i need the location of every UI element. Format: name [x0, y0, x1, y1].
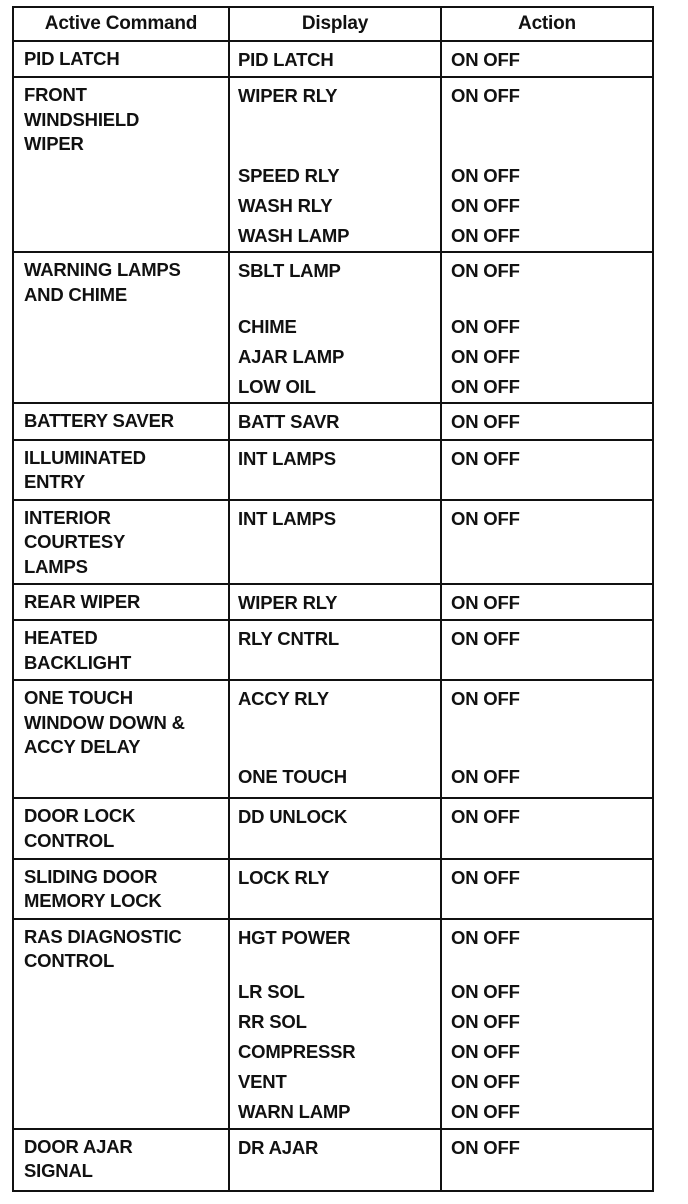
display-value: CHIME: [238, 316, 297, 338]
display-value: VENT: [238, 1070, 287, 1092]
active-command-line: MEMORY LOCK: [24, 890, 162, 912]
table-row: [13, 620, 653, 680]
action-cell: [441, 41, 653, 77]
active-command-line: COURTESY: [24, 531, 126, 553]
action-value: ON OFF: [451, 195, 520, 217]
active-command-line: RAS DIAGNOSTIC: [24, 925, 182, 947]
active-command-cell: [13, 584, 229, 620]
active-command-line: PID LATCH: [24, 48, 120, 69]
display-cell: [229, 252, 441, 403]
active-command-line: WINDSHIELD: [24, 108, 140, 130]
table-body: [13, 41, 653, 1191]
action-value: ON OFF: [451, 1136, 520, 1158]
active-command-cell: [13, 1129, 229, 1191]
action-value: ON OFF: [451, 85, 520, 107]
action-value: ON OFF: [451, 866, 520, 888]
active-command-cell: [13, 859, 229, 919]
action-value: ON OFF: [451, 346, 520, 368]
active-command-line: WARNING LAMPS: [24, 259, 181, 281]
display-value: LOW OIL: [238, 376, 316, 398]
action-value: ON OFF: [451, 376, 520, 398]
display-value: INT LAMPS: [238, 447, 336, 469]
table-row: [13, 798, 653, 858]
display-value: PID LATCH: [238, 49, 334, 70]
display-value: RLY CNTRL: [238, 628, 339, 650]
active-command-line: HEATED: [24, 627, 98, 649]
active-command-line: DOOR LOCK: [24, 805, 136, 827]
active-command-line: FRONT: [24, 84, 87, 106]
table-row: [13, 252, 653, 403]
table-row: [13, 77, 653, 252]
active-command-line: REAR WIPER: [24, 591, 141, 613]
active-command-line: ACCY DELAY: [24, 736, 141, 758]
action-cell: [441, 440, 653, 500]
action-cell: [441, 1129, 653, 1191]
display-value: DD UNLOCK: [238, 806, 348, 828]
header-action: Action: [441, 7, 653, 41]
table-row: [13, 500, 653, 585]
active-command-line: CONTROL: [24, 950, 115, 972]
display-value: DR AJAR: [238, 1136, 319, 1158]
action-value: ON OFF: [451, 447, 520, 469]
active-command-cell: [13, 620, 229, 680]
action-cell: [441, 680, 653, 798]
display-cell: [229, 859, 441, 919]
header-display: Display: [229, 7, 441, 41]
action-value: ON OFF: [451, 926, 520, 948]
action-cell: [441, 500, 653, 585]
active-command-line: ILLUMINATED: [24, 446, 146, 468]
active-command-line: BATTERY SAVER: [24, 410, 174, 432]
header-row: [13, 7, 653, 41]
active-command-line: ENTRY: [24, 471, 86, 492]
action-value: ON OFF: [451, 1010, 520, 1032]
active-command-cell: [13, 41, 229, 77]
active-command-line: DOOR AJAR: [24, 1135, 133, 1157]
active-command-cell: [13, 798, 229, 858]
action-value: ON OFF: [451, 411, 520, 433]
display-value: SBLT LAMP: [238, 260, 341, 282]
active-command-line: ONE TOUCH: [24, 687, 133, 709]
action-value: ON OFF: [451, 165, 520, 187]
action-value: ON OFF: [451, 688, 520, 710]
action-cell: [441, 77, 653, 252]
action-value: ON OFF: [451, 507, 520, 529]
action-cell: [441, 620, 653, 680]
display-value: HGT POWER: [238, 926, 351, 948]
display-cell: [229, 403, 441, 439]
display-cell: [229, 680, 441, 798]
action-cell: [441, 859, 653, 919]
action-value: ON OFF: [451, 628, 520, 650]
active-command-line: INTERIOR: [24, 506, 111, 528]
display-cell: [229, 620, 441, 680]
active-command-cell: [13, 500, 229, 585]
header-active-command: Active Command: [13, 7, 229, 41]
display-value: WASH RLY: [238, 195, 333, 217]
action-value: ON OFF: [451, 766, 520, 788]
action-cell: [441, 252, 653, 403]
active-command-line: SIGNAL: [24, 1160, 93, 1182]
active-command-line: WIPER: [24, 133, 84, 155]
action-value: ON OFF: [451, 1040, 520, 1062]
active-command-cell: [13, 440, 229, 500]
display-value: LOCK RLY: [238, 866, 330, 888]
display-cell: [229, 798, 441, 858]
display-value: ACCY RLY: [238, 688, 329, 710]
active-command-line: BACKLIGHT: [24, 651, 132, 673]
display-value: AJAR LAMP: [238, 346, 345, 368]
display-value: WASH LAMP: [238, 225, 350, 247]
active-command-cell: [13, 680, 229, 798]
display-cell: [229, 500, 441, 585]
action-value: ON OFF: [451, 1070, 520, 1092]
active-command-line: SLIDING DOOR: [24, 865, 158, 887]
active-command-line: LAMPS: [24, 555, 88, 577]
display-cell: [229, 77, 441, 252]
display-value: BATT SAVR: [238, 411, 340, 433]
display-value: WIPER RLY: [238, 85, 338, 107]
action-cell: [441, 798, 653, 858]
action-value: ON OFF: [451, 316, 520, 338]
display-value: COMPRESSR: [238, 1040, 356, 1062]
active-command-cell: [13, 252, 229, 403]
table-row: [13, 440, 653, 500]
table-row: [13, 41, 653, 77]
display-value: LR SOL: [238, 980, 305, 1002]
display-value: INT LAMPS: [238, 507, 336, 529]
action-value: ON OFF: [451, 225, 520, 247]
action-value: ON OFF: [451, 592, 520, 614]
active-command-cell: [13, 403, 229, 439]
display-cell: [229, 1129, 441, 1191]
action-cell: [441, 403, 653, 439]
table-row: [13, 859, 653, 919]
table-row: [13, 403, 653, 439]
display-value: WIPER RLY: [238, 592, 338, 614]
action-value: ON OFF: [451, 49, 520, 70]
action-value: ON OFF: [451, 806, 520, 828]
display-value: WARN LAMP: [238, 1100, 351, 1122]
active-command-table: [12, 6, 654, 1192]
action-cell: [441, 919, 653, 1129]
display-cell: [229, 584, 441, 620]
action-value: ON OFF: [451, 1100, 520, 1122]
active-command-line: CONTROL: [24, 829, 115, 851]
active-command-cell: [13, 77, 229, 252]
display-cell: [229, 919, 441, 1129]
display-value: RR SOL: [238, 1010, 307, 1032]
active-command-cell: [13, 919, 229, 1129]
display-value: SPEED RLY: [238, 165, 340, 187]
display-cell: [229, 41, 441, 77]
action-cell: [441, 584, 653, 620]
table-row: [13, 919, 653, 1129]
action-value: ON OFF: [451, 260, 520, 282]
table-row: [13, 1129, 653, 1191]
table-row: [13, 584, 653, 620]
active-command-line: WINDOW DOWN &: [24, 711, 185, 733]
action-value: ON OFF: [451, 980, 520, 1002]
display-cell: [229, 440, 441, 500]
table-row: [13, 680, 653, 798]
display-value: ONE TOUCH: [238, 766, 347, 788]
active-command-line: AND CHIME: [24, 283, 128, 305]
